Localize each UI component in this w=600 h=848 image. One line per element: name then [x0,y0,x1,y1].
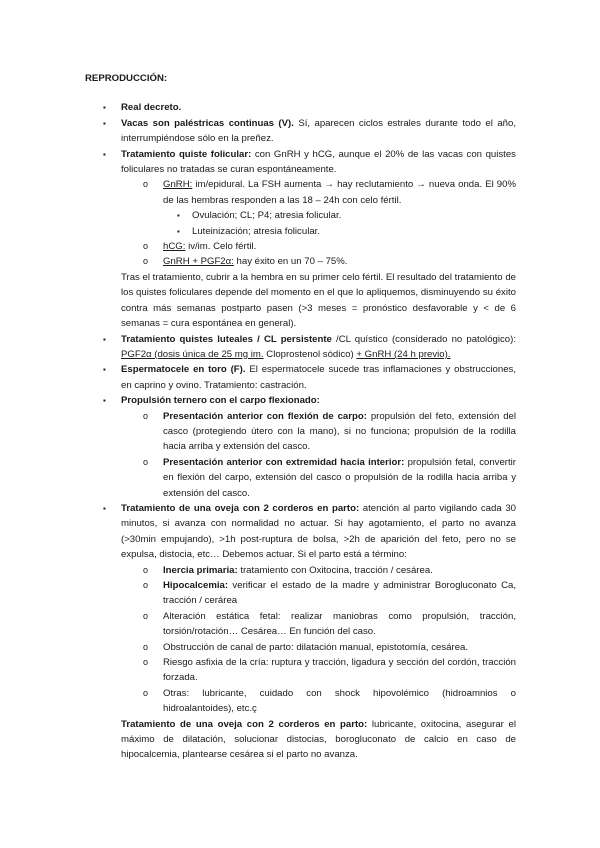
sub-sub-item-text: Ovulación; CL; P4; atresia folicular. [192,210,342,222]
list-item-real-decreto [85,100,516,115]
item-text-middle: Cloprostenol sódico) [263,348,357,360]
sub-item-hcg [85,239,516,254]
square-bullet-icon: ▪ [103,334,106,344]
sub-sub-item-ovulacion [85,208,516,223]
sub-item-presentacion-carpo [85,409,516,455]
list-item-espermatocele [85,362,516,393]
sub-item-text: verificar el estado de la madre y administrar Borogluconato Ca, tracción / cerárea [163,580,516,607]
item-heading: Vacas son paléstricas continuas (V). [121,117,294,129]
square-bullet-icon: ▪ [177,211,180,221]
item-text: /CL quístico (considerado no patológico): [331,333,516,345]
circle-bullet-icon: o [143,179,149,190]
item-text: atención al parto vigilando cada 30 minutos, si avanza con normalidad no actuar. Si hay agotamiento, el parto no avanza (>30min empujando), >1h post-ruptura de bolsa, >2h de aparición del feto, pero no se expulsa, distocia, etc… Debemos actuar. Si el parto está a término: [121,502,516,561]
sub-item-text: Riesgo asfixia de la cría: ruptura y tracción, ligadura y sección del cordón, tracción forzada. [163,657,516,684]
circle-bullet-icon: o [143,241,149,252]
list-item-propulsion [85,393,516,408]
square-bullet-icon: ▪ [177,226,180,236]
item-heading: Tratamiento quistes luteales / CL persistente [121,333,332,345]
list-item-oveja-parto [85,501,516,563]
sub-item-heading: Inercia primaria: [163,564,238,576]
sub-item-text: im/epidural. La FSH aumenta → hay reclutamiento → nueva onda. El 90% de las hembras responden a las 18 – 24h con celo fértil. [163,179,516,206]
list-item-quiste-folicular [85,147,516,178]
item-underlined-text: PGF2α (dosis única de 25 mg im. [121,348,264,360]
item-underlined-text-2: + GnRH (24 h previo). [356,348,451,360]
sub-item-obstruccion [85,640,516,655]
square-bullet-icon: ▪ [103,396,106,406]
paragraph-tras-tratamiento: Tras el tratamiento, cubrir a la hembra en su primer celo fértil. El resultado del tratamiento de los quistes foliculares depende del momento en el que lo apliquemos, disminuyendo su éxito contra más semanas postparto pasen (>3 meses = pronóstico desfavorable y < de 6 semanas = cura espontánea en general). [121,271,516,330]
item-text: con GnRH y hCG, aunque el 20% de las vacas con quistes foliculares no tratadas se curan espontáneamente. [121,148,516,176]
sub-item-text: Obstrucción de canal de parto: dilatación manual, epistotomía, cesárea. [163,641,469,653]
sub-item-text: propulsión fetal, convertir en flexión del carpo, extensión del casco o propulsión de la rodilla hacia arriba y extensión del casco. [163,456,516,499]
sub-sub-item-luteinizacion [85,224,516,239]
circle-bullet-icon: o [143,687,149,698]
circle-bullet-icon: o [143,641,149,652]
sub-item-text: tratamiento con Oxitocina, tracción / cesárea. [237,564,433,576]
sub-item-heading: Presentación anterior con flexión de carpo: [163,410,367,422]
square-bullet-icon: ▪ [103,503,106,513]
page-title: REPRODUCCIÓN: [85,73,168,84]
item-text: Sí, aparecen ciclos estrales durante todo el año, interrumpiéndose sólo en la preñez. [121,117,516,145]
circle-bullet-icon: o [143,256,149,267]
sub-item-alteracion [85,609,516,640]
circle-bullet-icon: o [143,456,149,467]
circle-bullet-icon: o [143,410,149,421]
square-bullet-icon: ▪ [103,103,106,113]
list-item-quistes-luteales [85,332,516,363]
sub-item-inercia [85,563,516,578]
sub-item-text: Otras: lubricante, cuidado con shock hipovolémico (hidroamnios o hidroalantoides), etc.ç [163,687,516,715]
sub-item-heading: GnRH + PGF2α: [163,256,234,268]
sub-item-otras [85,686,516,717]
item-heading: Real decreto. [121,102,182,114]
circle-bullet-icon: o [143,580,149,590]
sub-item-gnrh [85,177,516,208]
sub-item-heading: Presentación anterior con extremidad hacia interior: [163,456,405,468]
sub-item-riesgo-asfixia [85,655,516,686]
sub-item-heading: Hipocalcemia: [163,580,229,591]
sub-item-text: iv/im. Celo fértil. [185,241,257,253]
sub-item-text: propulsión del feto, extensión del casco (protegiendo útero con la mano), si no funciona; propulsión de la rodilla hacia arriba y extensión del casco. [163,410,516,453]
item-text: El espermatocele sucede tras inflamaciones y obstrucciones, en caprino y ovino. Tratamiento: castración. [121,364,517,391]
sub-item-gnrh-pgf [85,254,516,269]
circle-bullet-icon: o [143,564,149,575]
square-bullet-icon: ▪ [103,365,106,375]
paragraph-oveja-resumen [85,717,516,763]
sub-item-text: Alteración estática fetal: realizar maniobras como propulsión, tracción, torsión/rotación… Cesárea… En función del caso. [163,610,516,638]
item-heading: Espermatocele en toro (F). [121,364,246,376]
sub-sub-item-text: Luteinización; atresia folicular. [192,225,320,237]
sub-item-heading: hCG: [163,241,186,253]
sub-item-hipocalcemia [85,578,516,609]
paragraph-text: lubricante, oxitocina, asegurar el máximo de dilatación, solucionar distocias, borogluconato de calcio en caso de hipocalcemia, plantearse cesárea si el parto no avanza. [121,718,516,761]
square-bullet-icon: ▪ [103,149,106,159]
list-item-vacas [85,116,516,147]
square-bullet-icon: ▪ [103,118,106,128]
circle-bullet-icon: o [143,657,149,668]
sub-item-text: hay éxito en un 70 – 75%. [233,256,348,268]
sub-item-presentacion-interior [85,455,516,501]
item-heading: Tratamiento de una oveja con 2 corderos en parto: [121,502,360,514]
paragraph-heading: Tratamiento de una oveja con 2 corderos en parto: [121,718,368,730]
sub-item-heading: GnRH: [163,179,193,191]
circle-bullet-icon: o [143,610,149,621]
item-heading: Propulsión ternero con el carpo flexionado: [121,395,320,407]
item-heading: Tratamiento quiste folicular: [121,148,252,160]
